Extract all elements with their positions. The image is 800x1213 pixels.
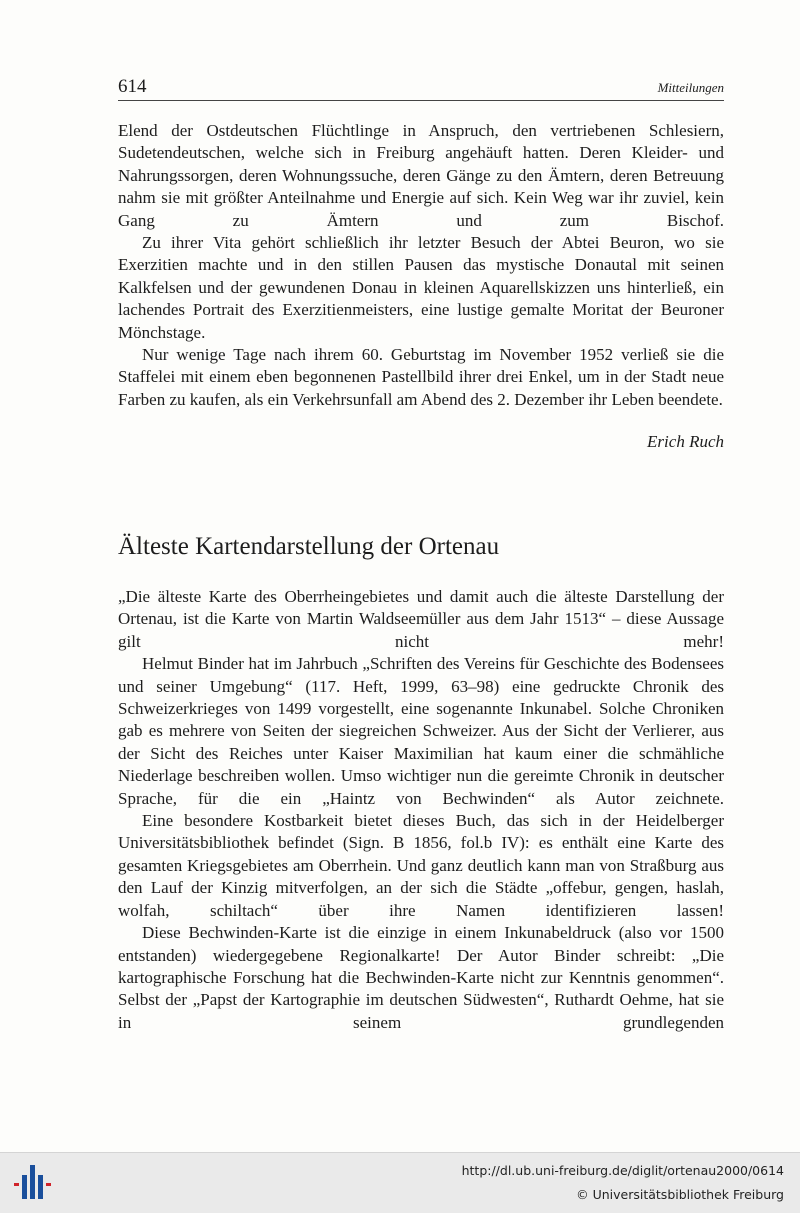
author-signature: Erich Ruch — [647, 432, 724, 451]
copyright-notice: © Universitätsbibliothek Freiburg — [576, 1187, 784, 1202]
paragraph: Nur wenige Tage nach ihrem 60. Geburtstag im November 1952 verließ sie die Staffelei mit einem eben begonnenen Pastellbild ihrer drei Enkel, um in der Stadt neue Farben zu kaufen, als ein Verkehrsunfall am Abend des 2. Dezember ihr Leben beendete. — [118, 345, 724, 409]
source-url-link[interactable]: http://dl.ub.uni-freiburg.de/diglit/ortenau2000/0614 — [461, 1163, 784, 1178]
running-head: Mitteilungen — [657, 80, 724, 95]
ub-freiburg-logo-icon — [10, 1161, 56, 1205]
paragraph: Elend der Ostdeutschen Flüchtlinge in Anspruch, den vertriebenen Schlesiern, Sudetendeutschen, welche sich in Freiburg angehäuft hatten. Deren Kleider- und Nahrungssorgen, deren Wohnungssuche, deren Gänge zu den Ämtern, deren Betreuung nahm sie mit größter Anteilnahme und Energie auf sich. Kein Weg war ihr zuviel, kein Gang zu Ämtern und zum Bischof. — [118, 121, 724, 230]
page-number: 614 — [118, 76, 147, 97]
paragraph: „Die älteste Karte des Oberrheingebietes und damit auch die älteste Darstellung der Ortenau, ist die Karte von Martin Waldseemüller aus dem Jahr 1513“ – diese Aussage gilt nicht mehr! — [118, 587, 724, 651]
viewer-footer — [0, 1152, 800, 1213]
obituary-text — [118, 120, 724, 411]
page-header — [118, 76, 724, 101]
paragraph: Zu ihrer Vita gehört schließlich ihr letzter Besuch der Abtei Beuron, wo sie Exerzitien machte und in den stillen Pausen das mystische Donautal mit seinen Kalkfelsen und der gewundenen Donau in kleinen Aquarellskizzen uns hinterließ, ein lachendes Portrait des Exerzitienmeisters, eine lustige gemalte Moritat der Beuroner Mönchstage. — [118, 233, 724, 342]
article-body — [118, 586, 724, 1034]
article-title: Älteste Kartendarstellung der Ortenau — [118, 533, 500, 560]
paragraph: Diese Bechwinden-Karte ist die einzige in einem Inkunabeldruck (also vor 1500 entstanden) wiedergegebene Regionalkarte! Der Autor Binder schreibt: „Die kartographische Forschung hat die Bechwinden-Karte nicht zur Kenntnis genommen“. Selbst der „Papst der Kartographie im deutschen Südwesten“, Ruthardt Oehme, hat sie in seinem grundlegenden — [118, 923, 724, 1032]
paragraph: Helmut Binder hat im Jahrbuch „Schriften des Vereins für Geschichte des Bodensees und seiner Umgebung“ (117. Heft, 1999, 63–98) eine gedruckte Chronik des Schweizerkrieges von 1499 vorgestellt, eine sogenannte Inkunabel. Solche Chroniken gab es mehrere von Seiten der siegreichen Schweizer. Aus der Sicht der Verlierer, aus der Sicht des Reiches unter Kaiser Maximilian hat kaum einer die schmähliche Niederlage beschreiben wollen. Umso wichtiger nun die gereimte Chronik in deutscher Sprache, für die ein „Haintz von Bechwinden“ als Autor zeichnete. — [118, 654, 724, 808]
paragraph: Eine besondere Kostbarkeit bietet dieses Buch, das sich in der Heidelberger Universitätsbibliothek befindet (Sign. B 1856, fol.b IV): es enthält eine Karte des gesamten Kriegsgebietes am Oberrhein. Und ganz deutlich kann man von Straßburg aus den Lauf der Kinzig mitverfolgen, an der sich die Städte „offebur, gengen, haslah, wolfah, schiltach“ über ihre Namen identifizieren lassen! — [118, 811, 724, 920]
